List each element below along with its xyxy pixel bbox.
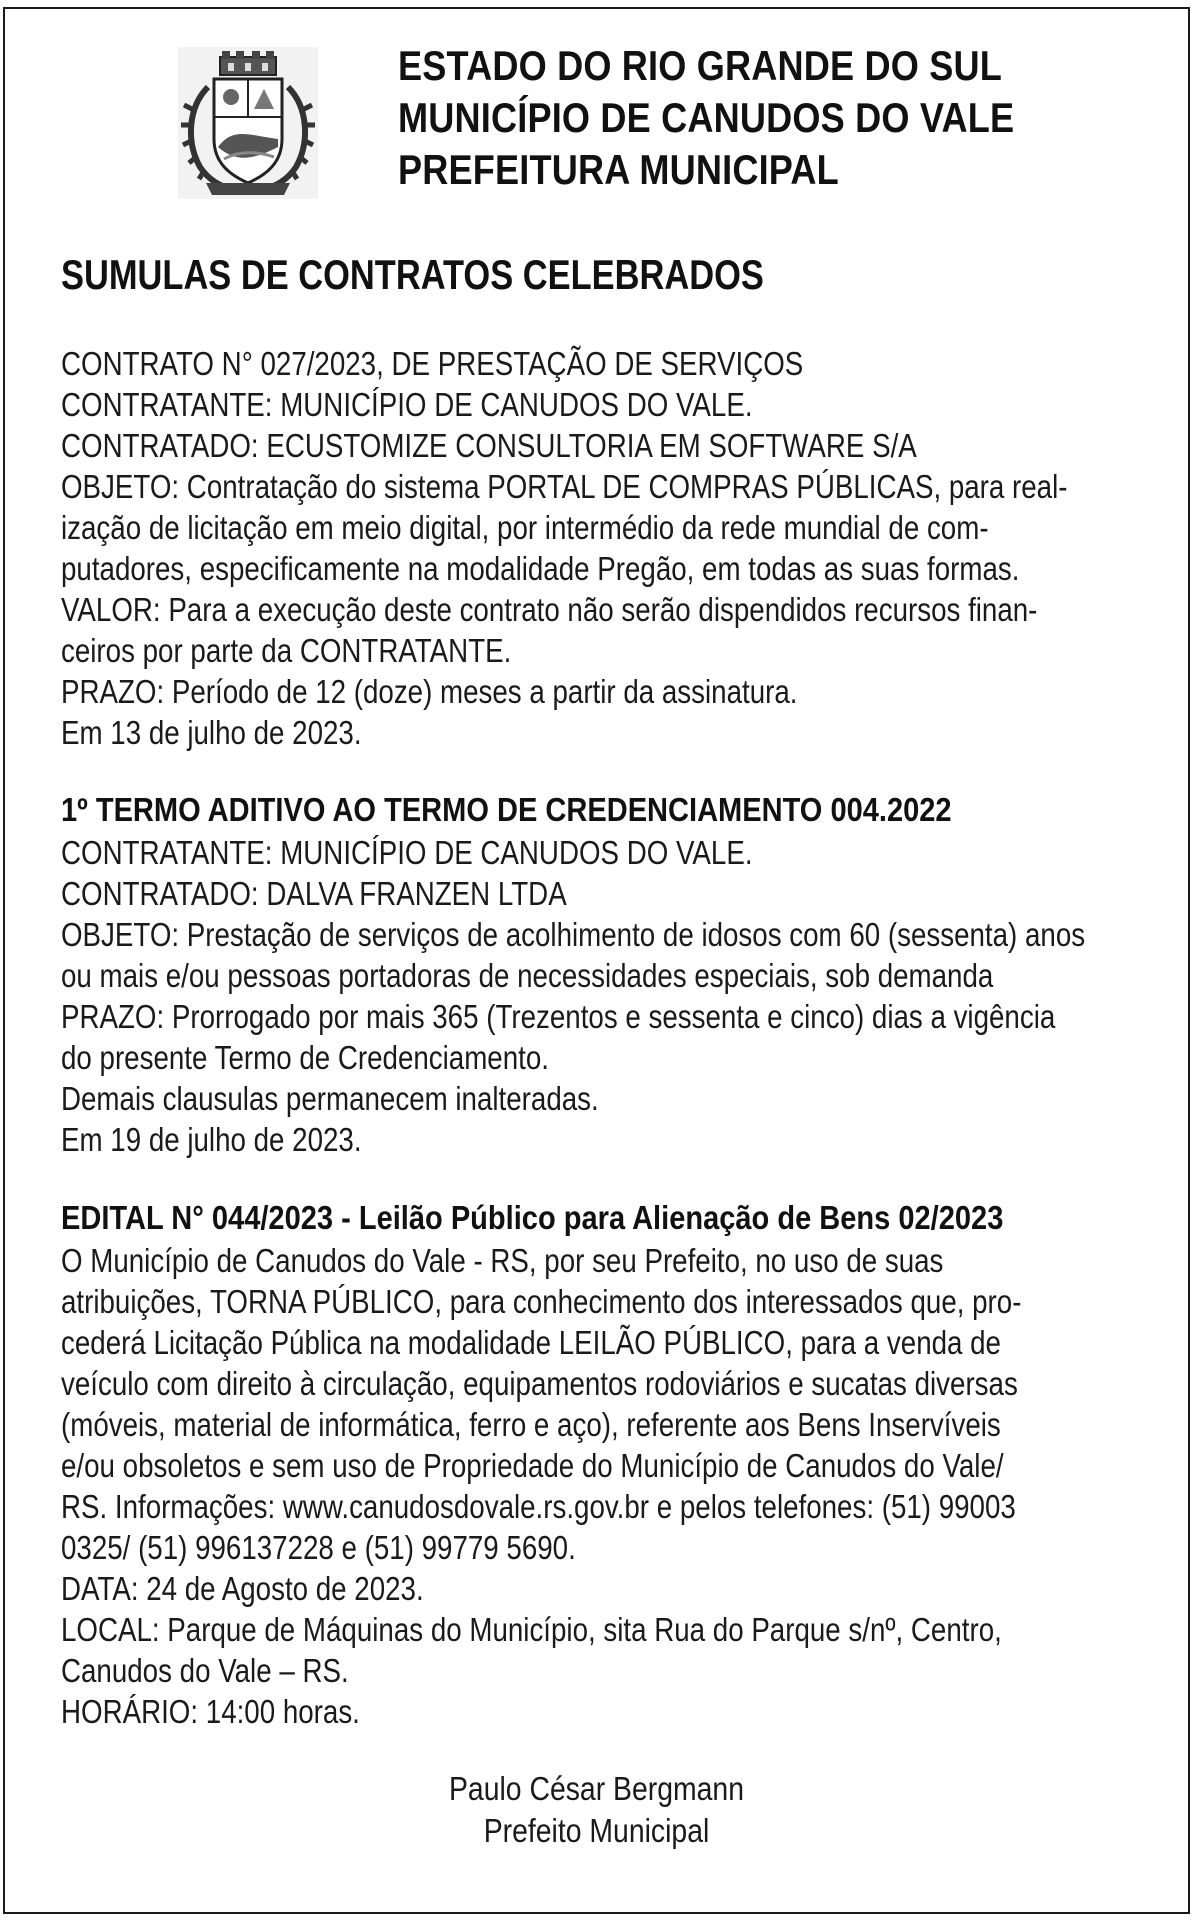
main-title: SUMULAS DE CONTRATOS CELEBRADOS xyxy=(61,251,764,298)
signature-block xyxy=(0,1768,1193,1852)
text-line: OBJETO: Prestação de serviços de acolhimento de idosos com 60 (sessenta) anos xyxy=(61,916,1086,953)
section-title-termo-aditivo: 1º TERMO ADITIVO AO TERMO DE CREDENCIAMENTO 004.2022 xyxy=(61,791,952,828)
text-line: PRAZO: Prorrogado por mais 365 (Trezentos e sessenta e cinco) dias a vigência xyxy=(61,998,1056,1035)
text-line: ceiros por parte da CONTRATANTE. xyxy=(61,632,512,669)
section-title-edital: EDITAL N° 044/2023 - Leilão Público para Alienação de Bens 02/2023 xyxy=(61,1199,1004,1236)
text-line: CONTRATADO: ECUSTOMIZE CONSULTORIA EM SOFTWARE S/A xyxy=(61,427,917,464)
text-line: CONTRATO N° 027/2023, DE PRESTAÇÃO DE SERVIÇOS xyxy=(61,345,804,382)
text-line: e/ou obsoletos e sem uso de Propriedade do Município de Canudos do Vale/ xyxy=(61,1447,1004,1484)
text-line: 0325/ (51) 996137228 e (51) 99779 5690. xyxy=(61,1529,576,1566)
text-line: (móveis, material de informática, ferro e aço), referente aos Bens Inservíveis xyxy=(61,1406,1001,1443)
text-line: LOCAL: Parque de Máquinas do Município, sita Rua do Parque s/nº, Centro, xyxy=(61,1611,1002,1648)
text-line: O Município de Canudos do Vale - RS, por seu Prefeito, no uso de suas xyxy=(61,1242,944,1279)
text-line: RS. Informações: www.canudosdovale.rs.gov.br e pelos telefones: (51) 99003 xyxy=(61,1488,1016,1525)
termo-aditivo-body xyxy=(61,832,1085,1160)
header-state: ESTADO DO RIO GRANDE DO SUL xyxy=(398,42,1003,89)
text-line: Em 19 de julho de 2023. xyxy=(61,1121,362,1158)
signatory-role: Prefeito Municipal xyxy=(483,1812,710,1849)
municipal-coat-of-arms xyxy=(178,47,318,199)
header-municipality: MUNICÍPIO DE CANUDOS DO VALE xyxy=(398,94,1015,141)
text-line: CONTRATADO: DALVA FRANZEN LTDA xyxy=(61,875,567,912)
text-line: OBJETO: Contratação do sistema PORTAL DE COMPRAS PÚBLICAS, para real- xyxy=(61,468,1068,505)
text-line: atribuições, TORNA PÚBLICO, para conhecimento dos interessados que, pro- xyxy=(61,1283,1022,1320)
text-line: veículo com direito à circulação, equipamentos rodoviários e sucatas diversas xyxy=(61,1365,1018,1402)
text-line: ou mais e/ou pessoas portadoras de necessidades especiais, sob demanda xyxy=(61,957,994,994)
text-line: cederá Licitação Pública na modalidade LEILÃO PÚBLICO, para a venda de xyxy=(61,1324,1001,1361)
document-header xyxy=(398,40,1014,196)
text-line: VALOR: Para a execução deste contrato não serão dispendidos recursos finan- xyxy=(61,591,1038,628)
text-line: Em 13 de julho de 2023. xyxy=(61,714,362,751)
text-line: ização de licitação em meio digital, por intermédio da rede mundial de com- xyxy=(61,509,989,546)
header-prefecture: PREFEITURA MUNICIPAL xyxy=(398,146,839,193)
text-line: do presente Termo de Credenciamento. xyxy=(61,1039,549,1076)
text-line: putadores, especificamente na modalidade Pregão, em todas as suas formas. xyxy=(61,550,1020,587)
text-line: Canudos do Vale – RS. xyxy=(61,1652,349,1689)
edital-body xyxy=(61,1240,1021,1732)
text-line: CONTRATANTE: MUNICÍPIO DE CANUDOS DO VALE. xyxy=(61,834,753,871)
text-line: CONTRATANTE: MUNICÍPIO DE CANUDOS DO VALE. xyxy=(61,386,753,423)
contract-summary-027 xyxy=(61,343,1067,753)
text-line: Demais clausulas permanecem inalteradas. xyxy=(61,1080,599,1117)
text-line: DATA: 24 de Agosto de 2023. xyxy=(61,1570,424,1607)
text-line: PRAZO: Período de 12 (doze) meses a partir da assinatura. xyxy=(61,673,798,710)
signatory-name: Paulo César Bergmann xyxy=(448,1770,745,1807)
text-line: HORÁRIO: 14:00 horas. xyxy=(61,1693,360,1730)
